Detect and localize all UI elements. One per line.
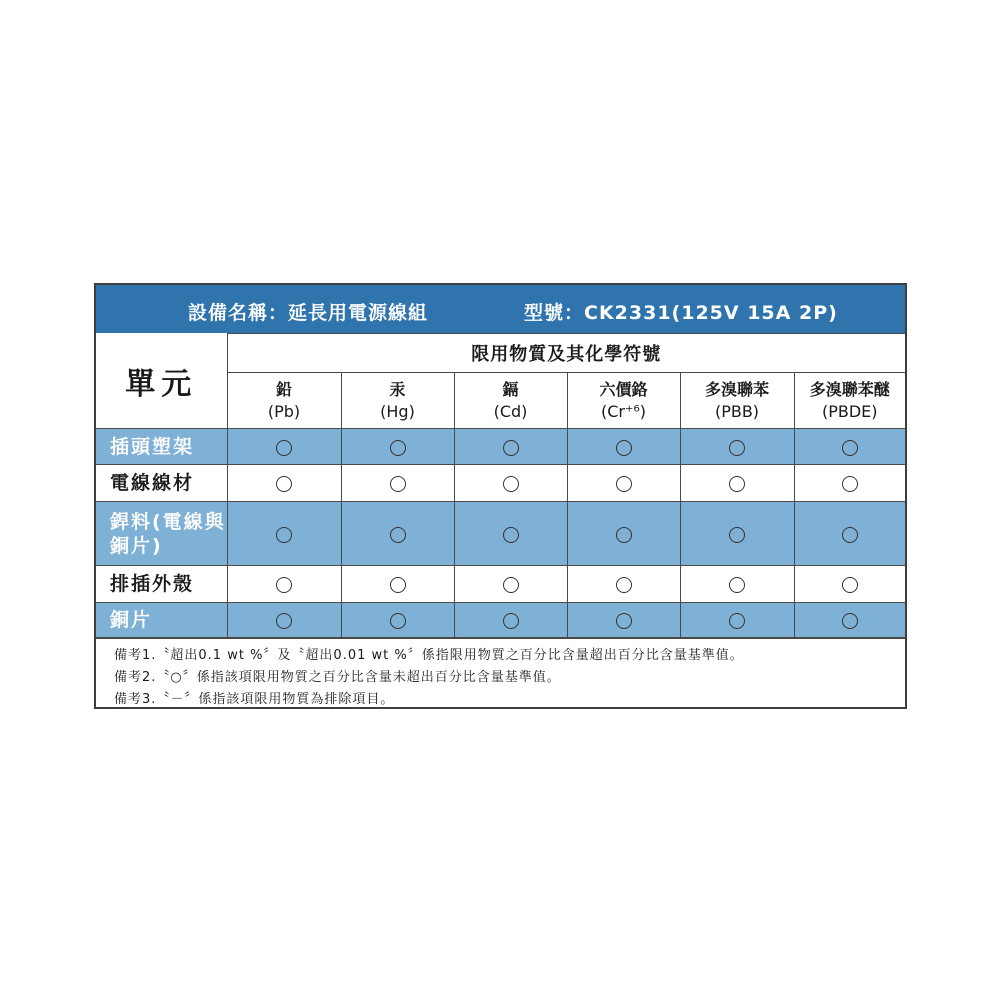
compliance-cell xyxy=(794,603,905,638)
compliance-cell xyxy=(794,465,905,502)
row-label: 銅片 xyxy=(96,603,227,638)
circle-mark-icon xyxy=(842,613,858,629)
circle-mark-icon xyxy=(276,440,292,456)
compliance-cell xyxy=(341,566,454,603)
compliance-cell xyxy=(341,429,454,465)
compliance-cell xyxy=(680,566,794,603)
substance-formula: (Pb) xyxy=(267,401,301,421)
compliance-cell xyxy=(567,502,680,566)
circle-mark-icon xyxy=(390,440,406,456)
compliance-cell xyxy=(680,429,794,465)
circle-mark-icon xyxy=(503,527,519,543)
compliance-cell xyxy=(794,502,905,566)
compliance-cell xyxy=(680,502,794,566)
table-row xyxy=(96,502,905,566)
row-label: 排插外殼 xyxy=(96,566,227,603)
compliance-cell xyxy=(454,429,567,465)
circle-mark-icon xyxy=(729,613,745,629)
compliance-cell xyxy=(227,429,341,465)
circle-mark-icon xyxy=(390,527,406,543)
circle-mark-icon xyxy=(503,577,519,593)
substance-name: 多溴聯苯 xyxy=(704,379,769,399)
substance-formula: (Cd) xyxy=(493,401,528,421)
circle-mark-icon xyxy=(390,577,406,593)
restricted-substances-header: 限用物質及其化學符號 xyxy=(227,334,905,373)
substance-header xyxy=(341,373,454,429)
compliance-cell xyxy=(454,603,567,638)
circle-mark-icon xyxy=(390,613,406,629)
compliance-cell xyxy=(794,566,905,603)
substance-formula: (Hg) xyxy=(380,401,415,421)
compliance-cell xyxy=(341,465,454,502)
compliance-cell xyxy=(227,465,341,502)
title-bar xyxy=(96,285,905,333)
substance-name: 鉛 xyxy=(275,379,292,399)
notes-section xyxy=(96,638,905,711)
note-item: 備考2.〝○〞係指該項限用物質之百分比含量未超出百分比含量基準值。 xyxy=(114,670,561,685)
circle-mark-icon xyxy=(729,440,745,456)
substance-name: 鎘 xyxy=(502,379,519,399)
compliance-cell xyxy=(227,566,341,603)
compliance-cell xyxy=(454,566,567,603)
compliance-cell xyxy=(567,566,680,603)
circle-mark-icon xyxy=(276,527,292,543)
compliance-cell xyxy=(454,465,567,502)
table-row xyxy=(96,603,905,638)
circle-mark-icon xyxy=(729,476,745,492)
substance-header xyxy=(227,373,341,429)
compliance-cell xyxy=(567,603,680,638)
circle-mark-icon xyxy=(842,527,858,543)
circle-mark-icon xyxy=(616,577,632,593)
substance-formula: (PBB) xyxy=(714,401,760,421)
note-item: 備考1.〝超出0.1 wt %〞及〝超出0.01 wt %〞係指限用物質之百分比含量超出百分比含量基準值。 xyxy=(114,648,744,663)
substance-header xyxy=(454,373,567,429)
compliance-cell xyxy=(454,502,567,566)
table-row xyxy=(96,429,905,465)
substance-header xyxy=(794,373,905,429)
circle-mark-icon xyxy=(503,476,519,492)
compliance-cell xyxy=(567,429,680,465)
circle-mark-icon xyxy=(842,577,858,593)
row-label: 插頭塑架 xyxy=(96,429,227,465)
substance-name: 汞 xyxy=(389,379,406,399)
substance-formula: (PBDE) xyxy=(821,401,878,421)
rohs-declaration-card xyxy=(94,283,907,709)
compliance-cell xyxy=(227,603,341,638)
circle-mark-icon xyxy=(276,613,292,629)
circle-mark-icon xyxy=(616,613,632,629)
substance-name: 多溴聯苯醚 xyxy=(809,379,890,399)
row-label: 銲料(電線與銅片) xyxy=(96,502,227,566)
circle-mark-icon xyxy=(842,476,858,492)
circle-mark-icon xyxy=(276,577,292,593)
row-label: 電線線材 xyxy=(96,465,227,502)
circle-mark-icon xyxy=(729,527,745,543)
compliance-cell xyxy=(341,603,454,638)
substance-header xyxy=(680,373,794,429)
circle-mark-icon xyxy=(276,476,292,492)
circle-mark-icon xyxy=(503,440,519,456)
table-row xyxy=(96,566,905,603)
compliance-cell xyxy=(680,603,794,638)
note-item: 備考3.〝－〞係指該項限用物質為排除項目。 xyxy=(114,692,395,707)
circle-mark-icon xyxy=(503,613,519,629)
substance-header xyxy=(567,373,680,429)
circle-mark-icon xyxy=(390,476,406,492)
model-number: 型號：CK2331(125V 15A 2P) xyxy=(524,302,838,324)
substance-name: 六價鉻 xyxy=(599,379,648,399)
substance-formula: (Cr⁺⁶) xyxy=(600,401,647,421)
equipment-name: 設備名稱：延長用電源線組 xyxy=(188,302,429,324)
circle-mark-icon xyxy=(842,440,858,456)
circle-mark-icon xyxy=(729,577,745,593)
circle-mark-icon xyxy=(616,440,632,456)
table-row xyxy=(96,465,905,502)
unit-header: 單元 xyxy=(96,334,227,429)
substance-table xyxy=(96,333,905,638)
compliance-cell xyxy=(567,465,680,502)
compliance-cell xyxy=(341,502,454,566)
circle-mark-icon xyxy=(616,476,632,492)
compliance-cell xyxy=(227,502,341,566)
circle-mark-icon xyxy=(616,527,632,543)
compliance-cell xyxy=(794,429,905,465)
compliance-cell xyxy=(680,465,794,502)
